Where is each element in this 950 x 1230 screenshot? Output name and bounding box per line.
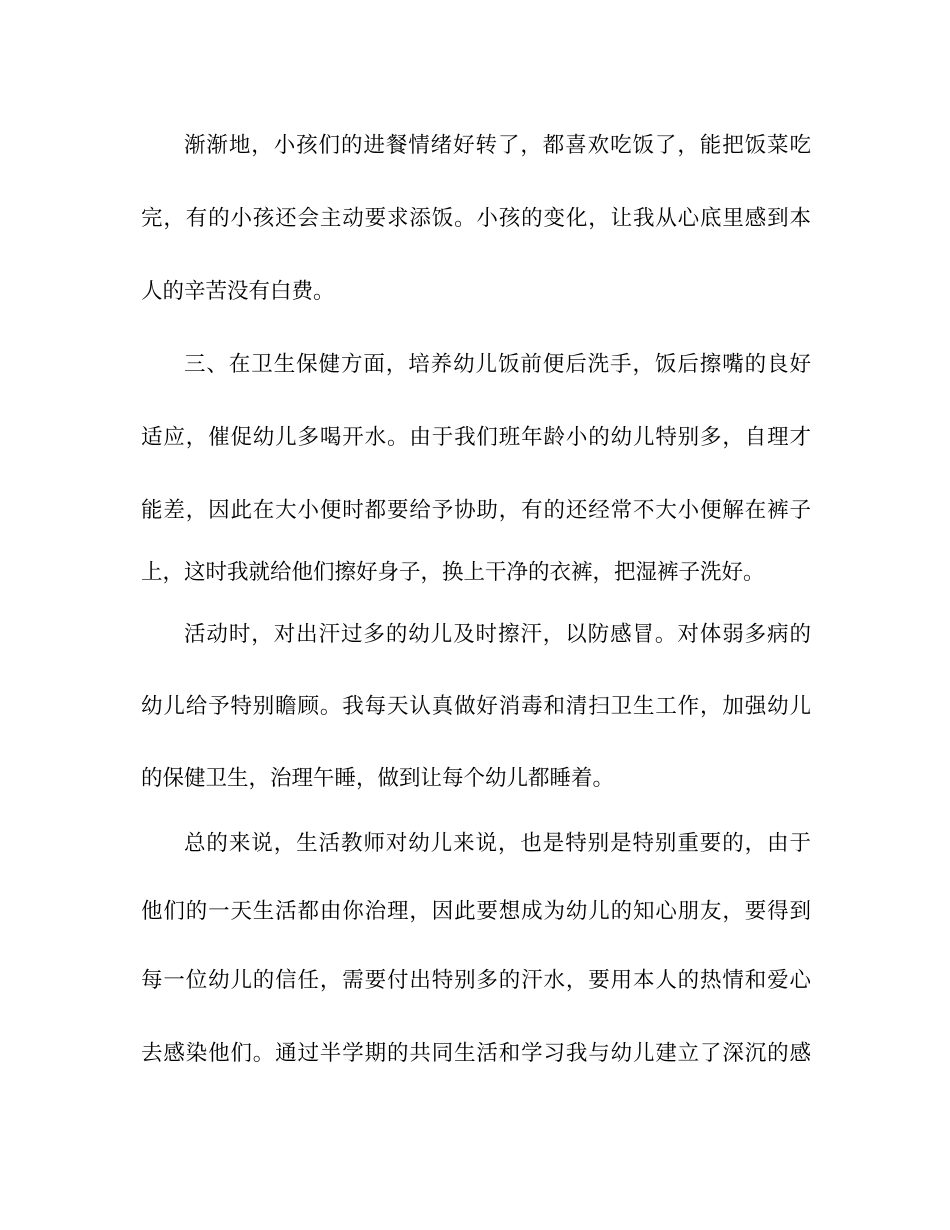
paragraph-line: 活动时，对出汗过多的幼儿及时擦汗，以防感冒。对体弱多病的 <box>184 622 811 647</box>
paragraph-line: 能差，因此在大小便时都要给予协助，有的还经常不大小便解在裤子 <box>141 498 811 523</box>
paragraph-line: 他们的一天生活都由你治理，因此要想成为幼儿的知心朋友，要得到 <box>141 899 811 924</box>
paragraph-line: 人的辛苦没有白费。 <box>141 279 335 304</box>
paragraph-line: 三、在卫生保健方面，培养幼儿饭前便后洗手，饭后擦嘴的良好 <box>184 352 811 377</box>
paragraph-line: 完，有的小孩还会主动要求添饭。小孩的变化，让我从心底里感到本 <box>141 206 811 231</box>
paragraph-line: 上，这时我就给他们擦好身子，换上干净的衣裤，把湿裤子洗好。 <box>141 560 765 585</box>
paragraph-line: 幼儿给予特别瞻顾。我每天认真做好消毒和清扫卫生工作，加强幼儿 <box>141 694 811 719</box>
paragraph-line: 每一位幼儿的信任，需要付出特别多的汗水，要用本人的热情和爱心 <box>141 968 811 993</box>
paragraph-line: 去感染他们。通过半学期的共同生活和学习我与幼儿建立了深沉的感 <box>141 1041 811 1066</box>
paragraph-line: 总的来说，生活教师对幼儿来说，也是特别是特别重要的，由于 <box>184 831 811 856</box>
paragraph-line: 适应，催促幼儿多喝开水。由于我们班年龄小的幼儿特别多，自理才 <box>141 425 811 450</box>
paragraph-line: 渐渐地，小孩们的进餐情绪好转了，都喜欢吃饭了，能把饭菜吃 <box>184 133 811 158</box>
paragraph-line: 的保健卫生，治理午睡，做到让每个幼儿都睡着。 <box>141 766 615 791</box>
